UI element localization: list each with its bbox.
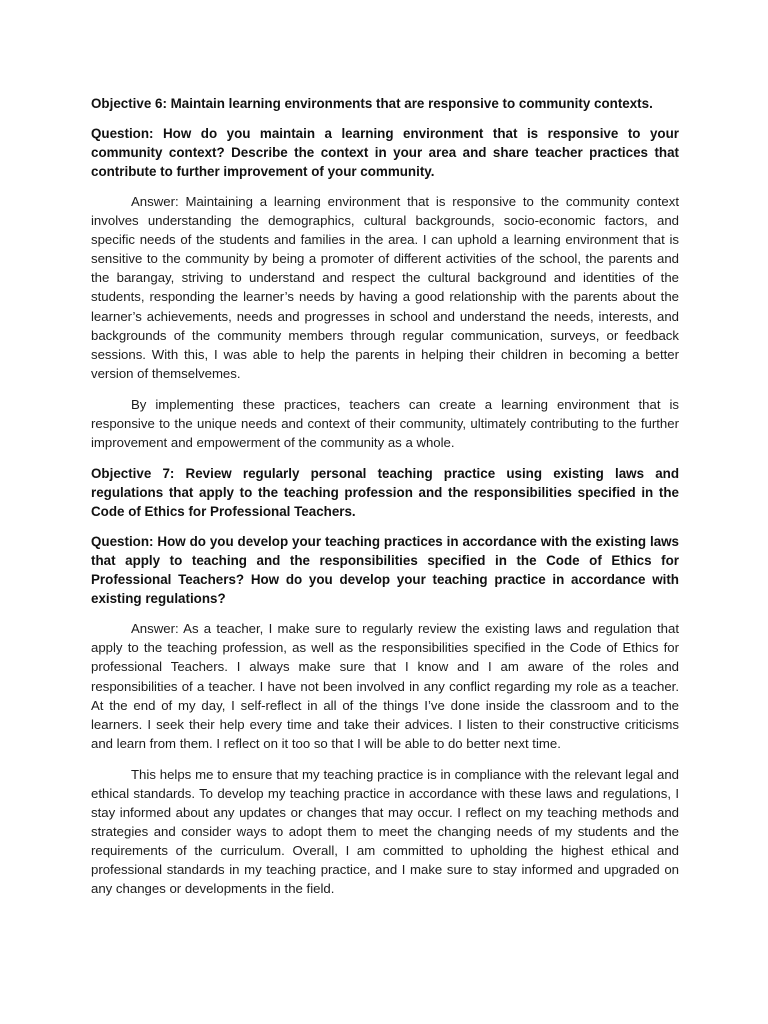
objective-7-answer: Answer: As a teacher, I make sure to regularly review the existing laws and regulation that apply to the teaching profession, as well as the responsibilities specified in the Code of Ethics for professional Teachers. I always make sure that I know and I am aware of the roles and responsibilities of a teacher. I have not been involved in any conflict regarding my role as a teacher. At the end of my day, I self-reflect in all of the things I’ve done inside the classroom and to the learners. I seek their help every time and take their advices. I listen to their constructive criticisms and learn from them. I reflect on it too so that I will be able to do better next time. bbox=[91, 621, 679, 751]
objective-6-question: Question: How do you maintain a learning environment that is responsive to your community context? Describe the context in your area and share teacher practices that contribute to further improvement of your community. bbox=[91, 126, 679, 179]
objective-6-title: Objective 6: Maintain learning environments that are responsive to community contexts. bbox=[91, 96, 653, 111]
objective-6-conclusion: By implementing these practices, teachers can create a learning environment that is responsive to the unique needs and context of their community, ultimately contributing to the further improvement and empowerment of the community as a whole. bbox=[91, 396, 679, 451]
objective-7-title: Objective 7: Review regularly personal teaching practice using existing laws and regulations that apply to the teaching profession and the responsibilities specified in the Code of Ethics for Professional Teachers. bbox=[91, 466, 679, 520]
objective-7-conclusion: This helps me to ensure that my teaching practice is in compliance with the relevant legal and ethical standards. To develop my teaching practice in accordance with these laws and regulations, I stay informed about any updates or changes that may occur. I reflect on my teaching methods and strategies and consider ways to adopt them to meet the changing needs of my students and the requirements of the curriculum. Overall, I am committed to upholding the highest ethical and professional standards in my teaching practice, and I make sure to stay informed and upgraded on any changes or developments in the field. bbox=[91, 766, 679, 897]
objective-7-question: Question: How do you develop your teaching practices in accordance with the existing laws that apply to teaching and the responsibilities specified in the Code of Ethics for Professional Teachers? How do you develop your teaching practice in accordance with existing regulations? bbox=[91, 534, 679, 607]
objective-6-answer: Answer: Maintaining a learning environment that is responsive to the community context involves understanding the demographics, cultural backgrounds, socio-economic factors, and specific needs of the students and families in the area. I can uphold a learning environment that is sensitive to the community by being a promoter of different activities of the school, the parents and the barangay, striving to understand and respect the cultural background and identities of the students, responding the learner’s needs by having a good relationship with the parents about the learner’s achievements, needs and progresses in school and understand the needs, interests, and backgrounds of the community members through regular communication, surveys, or feedback sessions. With this, I was able to help the parents in helping their children in becoming a better version of themselvemes. bbox=[91, 194, 679, 381]
document-page bbox=[91, 94, 679, 911]
